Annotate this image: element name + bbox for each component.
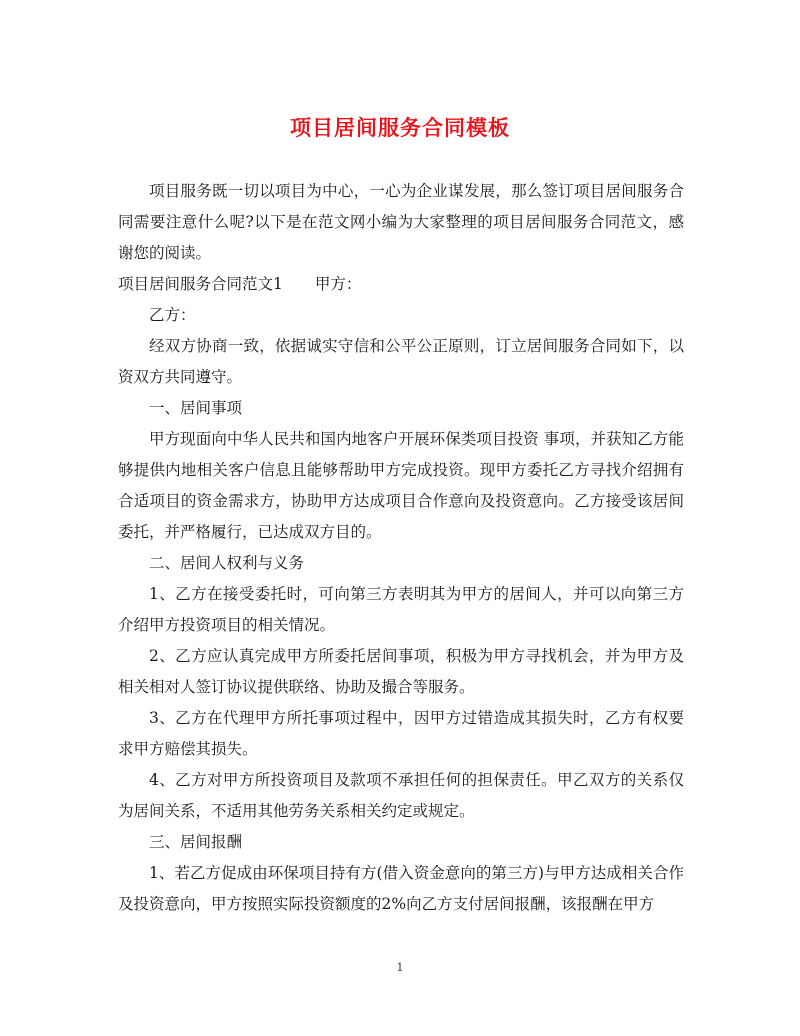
page-number: 1 (396, 961, 404, 974)
section-heading-3: 三、居间报酬 (149, 833, 243, 851)
clause-2-1: 1、乙方在接受委托时，可向第三方表明其为甲方的居间人，并可以向第三方介绍甲方投资项目的相关情况。 (118, 585, 684, 634)
clause-2-2: 2、乙方应认真完成甲方所委托居间事项，积极为甲方寻找机会，并为甲方及相关相对人签订协议提供联络、协助及撮合等服务。 (118, 647, 684, 696)
clause-2-4: 4、乙方对甲方所投资项目及款项不承担任何的担保责任。甲乙双方的关系仅为居间关系，不适用其他劳务关系相关约定或规定。 (118, 771, 684, 820)
intro-paragraph: 项目服务既一切以项目为中心，一心为企业谋发展，那么签订项目居间服务合同需要注意什么呢?以下是在范文网小编为大家整理的项目居间服务合同范文，感谢您的阅读。 (118, 182, 684, 262)
party-a-label: 甲方： (314, 275, 362, 293)
clause-3-1: 1、若乙方促成由环保项目持有方(借入资金意向的第三方)与甲方达成相关合作及投资意向，甲方按照实际投资额度的2%向乙方支付居间报酬，该报酬在甲方 (118, 864, 684, 913)
section-heading-1: 一、居间事项 (149, 399, 243, 417)
party-b-label: 乙方： (149, 306, 196, 324)
section-1-paragraph: 甲方现面向中华人民共和国内地客户开展环保类项目投资 事项，并获知乙方能够提供内地相关客户信息且能够帮助甲方完成投资。现甲方委托乙方寻找介绍拥有合适项目的资金需求方，协助甲方达成项目合作意向及投资意向。乙方接受该居间委托，并严格履行，已达成双方目的。 (118, 430, 684, 541)
section-heading-2: 二、居间人权利与义务 (149, 554, 305, 572)
agreement-paragraph: 经双方协商一致，依据诚实守信和公平公正原则，订立居间服务合同如下，以资双方共同遵守。 (118, 337, 684, 386)
clause-2-3: 3、乙方在代理甲方所托事项过程中，因甲方过错造成其损失时，乙方有权要求甲方赔偿其损失。 (118, 709, 684, 758)
contract-heading-line (118, 269, 684, 300)
contract-sample-title: 项目居间服务合同范文1 (118, 275, 283, 293)
document-body (118, 176, 684, 920)
document-title: 项目居间服务合同模板 (290, 116, 510, 140)
